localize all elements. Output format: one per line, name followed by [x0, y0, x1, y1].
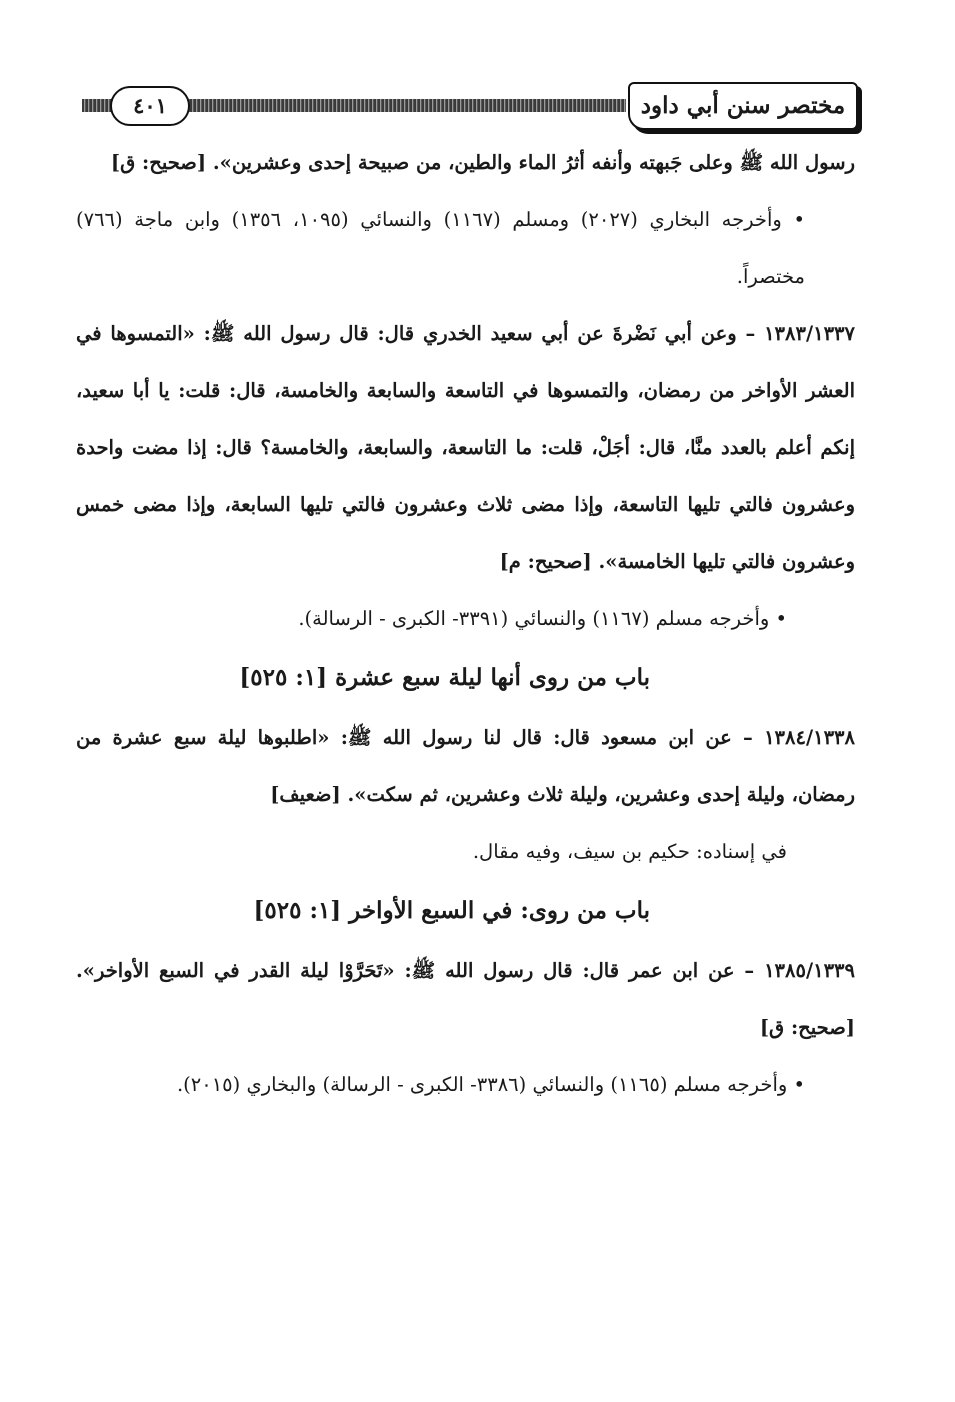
takhrij-note: • وأخرجه مسلم (١١٦٥) والنسائي (٣٣٨٦- الكبرى - الرسالة) والبخاري (٢٠١٥). [176, 1073, 805, 1096]
book-title: مختصر سنن أبي داود [628, 82, 858, 130]
hadith-continuation: رسول الله ﷺ وعلى جَبهته وأنفه أثرُ الماء والطين، من صبيحة إحدى وعشرين». [صحيح: ق] [110, 151, 855, 174]
takhrij-note: • وأخرجه مسلم (١١٦٧) والنسائي (٣٣٩١- الكبرى - الرسالة). [298, 607, 787, 630]
takhrij-note: • وأخرجه البخاري (٢٠٢٧) ومسلم (١١٦٧) والنسائي (١٠٩٥، ١٣٥٦) وابن ماجة (٧٦٦) مختصراً. [76, 208, 805, 288]
hadith-1384: ١٣٨٤/١٣٣٨ – عن ابن مسعود قال: قال لنا رسول الله ﷺ: «اطلبوها ليلة سبع عشرة من رمضان، وليلة إحدى وعشرين، وليلة ثلاث وعشرين، ثم سكت». [ضعيف] [76, 726, 855, 806]
hadith-1385: ١٣٨٥/١٣٣٩ – عن ابن عمر قال: قال رسول الله ﷺ: «تَحَرَّوْا ليلة القدر في السبع الأواخر». [صحيح: ق] [76, 959, 855, 1039]
page-header [82, 82, 858, 134]
isnad-note: في إسناده: حكيم بن سيف، وفيه مقال. [472, 840, 787, 863]
page-body [76, 134, 855, 1113]
chapter-heading: باب من روى: في السبع الأواخر [١: ٥٢٥] [253, 897, 650, 924]
page-number: ٤٠١ [110, 86, 190, 126]
chapter-heading: باب من روى أنها ليلة سبع عشرة [١: ٥٢٥] [239, 664, 650, 691]
hadith-1383: ١٣٨٣/١٣٣٧ – وعن أبي نَضْرةَ عن أبي سعيد الخدري قال: قال رسول الله ﷺ: «التمسوها في العشر الأواخر من رمضان، والتمسوها في التاسعة والسابعة والخامسة، قال: قلت: يا أبا سعيد، إنكم أعلم بالعدد منَّا، قال: أجَلْ، قلت: ما التاسعة، والسابعة، والخامسة؟ قال: إذا مضت واحدة وعشرون فالتي تليها التاسعة، وإذا مضى ثلاث وعشرون فالتي تليها السابعة، وإذا مضى خمس وعشرون فالتي تليها الخامسة». [صحيح: م] [76, 322, 855, 573]
